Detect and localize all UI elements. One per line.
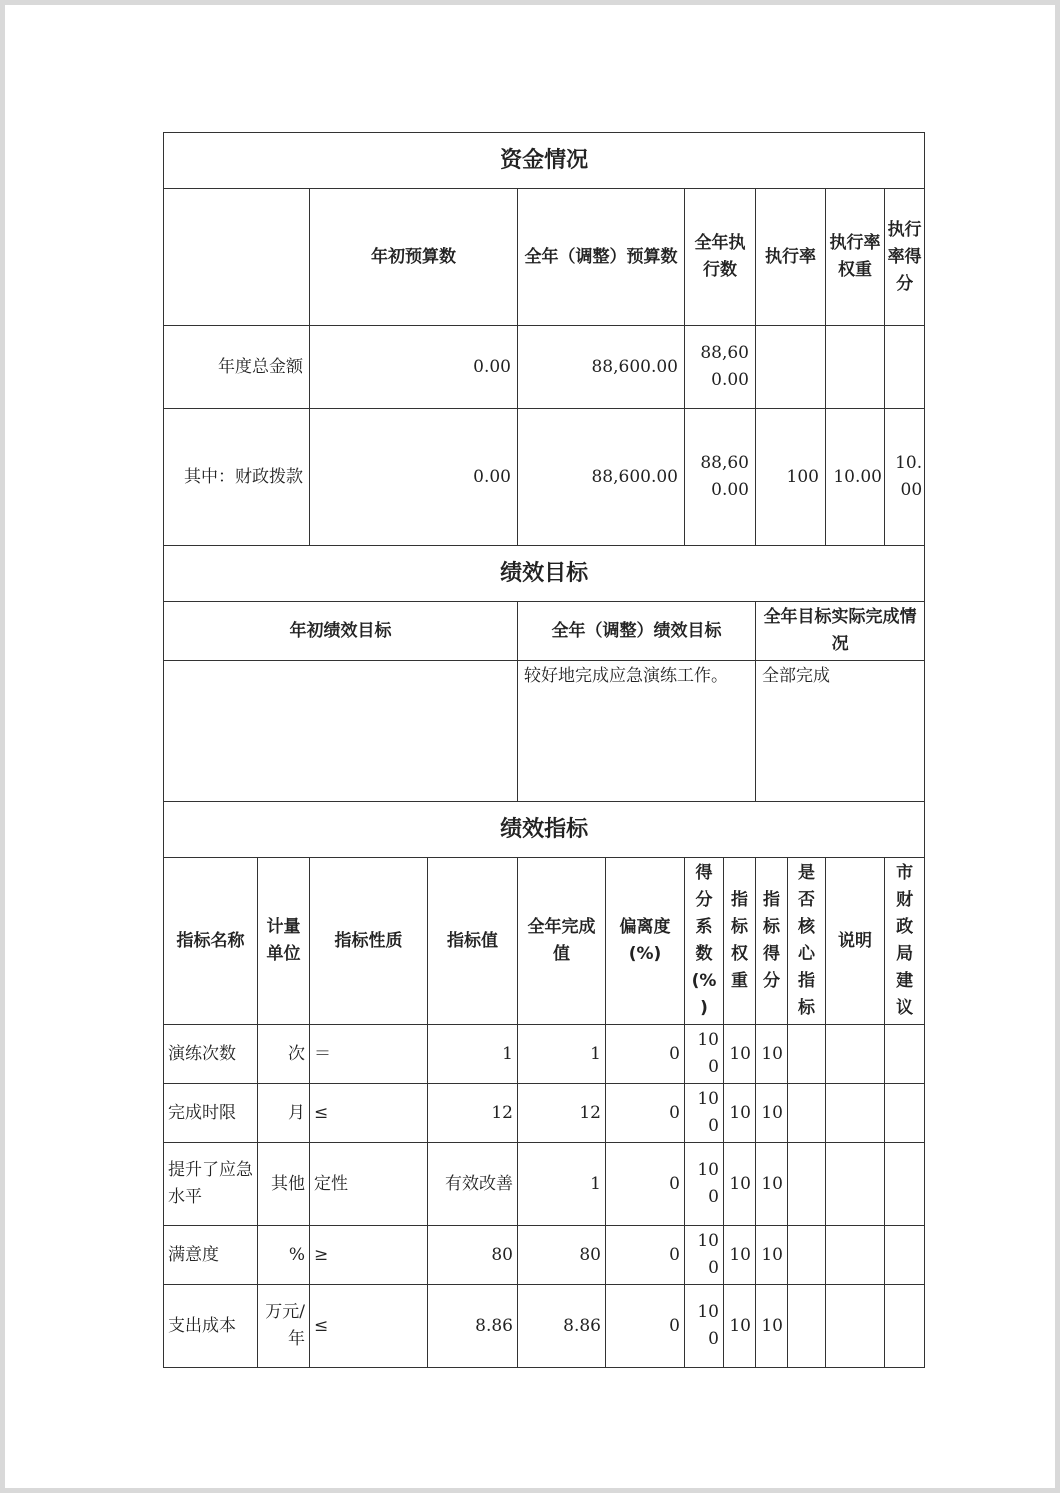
indicator-advice xyxy=(885,1025,925,1084)
indicator-core xyxy=(788,1143,826,1226)
indicators-header-score: 指标得分 xyxy=(756,858,788,1025)
indicator-actual: 12 xyxy=(518,1084,606,1143)
funding-row-fiscal xyxy=(164,409,925,546)
indicator-value: 有效改善 xyxy=(428,1143,518,1226)
indicator-unit: 万元/年 xyxy=(258,1285,310,1368)
funding-rate-value xyxy=(756,326,826,409)
indicator-row xyxy=(164,1143,925,1226)
indicator-score: 10 xyxy=(756,1084,788,1143)
indicator-weight: 10 xyxy=(724,1285,756,1368)
indicator-deviation: 0 xyxy=(606,1226,685,1285)
indicator-actual: 8.86 xyxy=(518,1285,606,1368)
indicator-advice xyxy=(885,1226,925,1285)
indicator-row xyxy=(164,1226,925,1285)
indicator-note xyxy=(826,1084,885,1143)
funding-row-label: 年度总金额 xyxy=(164,326,310,409)
goals-header-actual: 全年目标实际完成情况 xyxy=(756,602,925,661)
goals-section-title: 绩效目标 xyxy=(164,546,925,602)
indicator-row xyxy=(164,1025,925,1084)
indicator-unit: 月 xyxy=(258,1084,310,1143)
funding-row-label: 其中：财政拨款 xyxy=(164,409,310,546)
indicator-value: 80 xyxy=(428,1226,518,1285)
funding-score-value: 10.00 xyxy=(885,409,925,546)
indicator-name: 满意度 xyxy=(164,1226,258,1285)
indicator-score: 10 xyxy=(756,1285,788,1368)
funding-initial-value: 0.00 xyxy=(310,409,518,546)
goals-actual-text: 全部完成 xyxy=(756,661,925,802)
funding-row-total xyxy=(164,326,925,409)
indicators-header-weight: 指标权重 xyxy=(724,858,756,1025)
funding-header-blank xyxy=(164,189,310,326)
indicators-section-title: 绩效指标 xyxy=(164,802,925,858)
indicator-note xyxy=(826,1025,885,1084)
goals-section-row xyxy=(164,546,925,602)
funding-section-row xyxy=(164,133,925,189)
funding-header-adjusted: 全年（调整）预算数 xyxy=(518,189,685,326)
funding-initial-value: 0.00 xyxy=(310,326,518,409)
goals-content-row xyxy=(164,661,925,802)
indicator-value: 12 xyxy=(428,1084,518,1143)
indicator-row xyxy=(164,1285,925,1368)
indicator-nature: ≤ xyxy=(310,1285,428,1368)
funding-header-row xyxy=(164,189,925,326)
performance-table xyxy=(163,132,925,1368)
indicators-header-core: 是否核心指标 xyxy=(788,858,826,1025)
funding-header-weight: 执行率权重 xyxy=(826,189,885,326)
indicators-header-deviation: 偏离度(%) xyxy=(606,858,685,1025)
indicator-row xyxy=(164,1084,925,1143)
funding-score-value xyxy=(885,326,925,409)
goals-header-initial: 年初绩效目标 xyxy=(164,602,518,661)
indicator-nature: ＝ xyxy=(310,1025,428,1084)
indicator-name: 完成时限 xyxy=(164,1084,258,1143)
indicator-weight: 10 xyxy=(724,1084,756,1143)
funding-header-rate: 执行率 xyxy=(756,189,826,326)
indicator-coef: 100 xyxy=(685,1143,724,1226)
indicator-core xyxy=(788,1025,826,1084)
indicators-header-actual: 全年完成值 xyxy=(518,858,606,1025)
indicators-header-unit: 计量单位 xyxy=(258,858,310,1025)
funding-section-title: 资金情况 xyxy=(164,133,925,189)
indicator-coef: 100 xyxy=(685,1084,724,1143)
funding-header-executed: 全年执行数 xyxy=(685,189,756,326)
indicator-weight: 10 xyxy=(724,1025,756,1084)
indicator-deviation: 0 xyxy=(606,1143,685,1226)
indicators-header-name: 指标名称 xyxy=(164,858,258,1025)
indicator-value: 1 xyxy=(428,1025,518,1084)
goals-header-adjusted: 全年（调整）绩效目标 xyxy=(518,602,756,661)
funding-header-initial: 年初预算数 xyxy=(310,189,518,326)
indicator-weight: 10 xyxy=(724,1143,756,1226)
indicator-core xyxy=(788,1084,826,1143)
indicator-name: 支出成本 xyxy=(164,1285,258,1368)
indicator-coef: 100 xyxy=(685,1025,724,1084)
indicator-coef: 100 xyxy=(685,1226,724,1285)
indicators-section-row xyxy=(164,802,925,858)
goals-adjusted-text: 较好地完成应急演练工作。 xyxy=(518,661,756,802)
funding-rate-value: 100 xyxy=(756,409,826,546)
indicator-actual: 80 xyxy=(518,1226,606,1285)
goals-initial-text xyxy=(164,661,518,802)
indicator-note xyxy=(826,1285,885,1368)
indicators-header-coef: 得分系数(%) xyxy=(685,858,724,1025)
funding-adjusted-value: 88,600.00 xyxy=(518,409,685,546)
indicator-score: 10 xyxy=(756,1226,788,1285)
indicators-header-value: 指标值 xyxy=(428,858,518,1025)
indicator-coef: 100 xyxy=(685,1285,724,1368)
indicator-advice xyxy=(885,1084,925,1143)
indicator-advice xyxy=(885,1143,925,1226)
indicator-deviation: 0 xyxy=(606,1285,685,1368)
indicator-score: 10 xyxy=(756,1143,788,1226)
indicators-header-advice: 市财政局建议 xyxy=(885,858,925,1025)
indicator-deviation: 0 xyxy=(606,1084,685,1143)
indicator-weight: 10 xyxy=(724,1226,756,1285)
indicator-name: 提升了应急水平 xyxy=(164,1143,258,1226)
goals-header-row xyxy=(164,602,925,661)
indicator-unit: 次 xyxy=(258,1025,310,1084)
funding-weight-value: 10.00 xyxy=(826,409,885,546)
indicator-actual: 1 xyxy=(518,1025,606,1084)
indicator-note xyxy=(826,1143,885,1226)
indicator-advice xyxy=(885,1285,925,1368)
indicator-core xyxy=(788,1226,826,1285)
indicator-core xyxy=(788,1285,826,1368)
indicator-value: 8.86 xyxy=(428,1285,518,1368)
indicator-actual: 1 xyxy=(518,1143,606,1226)
indicator-deviation: 0 xyxy=(606,1025,685,1084)
funding-weight-value xyxy=(826,326,885,409)
indicator-note xyxy=(826,1226,885,1285)
funding-executed-value: 88,600.00 xyxy=(685,409,756,546)
funding-adjusted-value: 88,600.00 xyxy=(518,326,685,409)
indicator-nature: ≥ xyxy=(310,1226,428,1285)
funding-header-score: 执行率得分 xyxy=(885,189,925,326)
indicators-header-row xyxy=(164,858,925,1025)
indicator-unit: 其他 xyxy=(258,1143,310,1226)
indicator-nature: 定性 xyxy=(310,1143,428,1226)
indicator-name: 演练次数 xyxy=(164,1025,258,1084)
indicator-score: 10 xyxy=(756,1025,788,1084)
indicator-nature: ≤ xyxy=(310,1084,428,1143)
indicators-header-nature: 指标性质 xyxy=(310,858,428,1025)
indicator-unit: % xyxy=(258,1226,310,1285)
funding-executed-value: 88,600.00 xyxy=(685,326,756,409)
document-page xyxy=(5,5,1055,1488)
indicators-header-note: 说明 xyxy=(826,858,885,1025)
